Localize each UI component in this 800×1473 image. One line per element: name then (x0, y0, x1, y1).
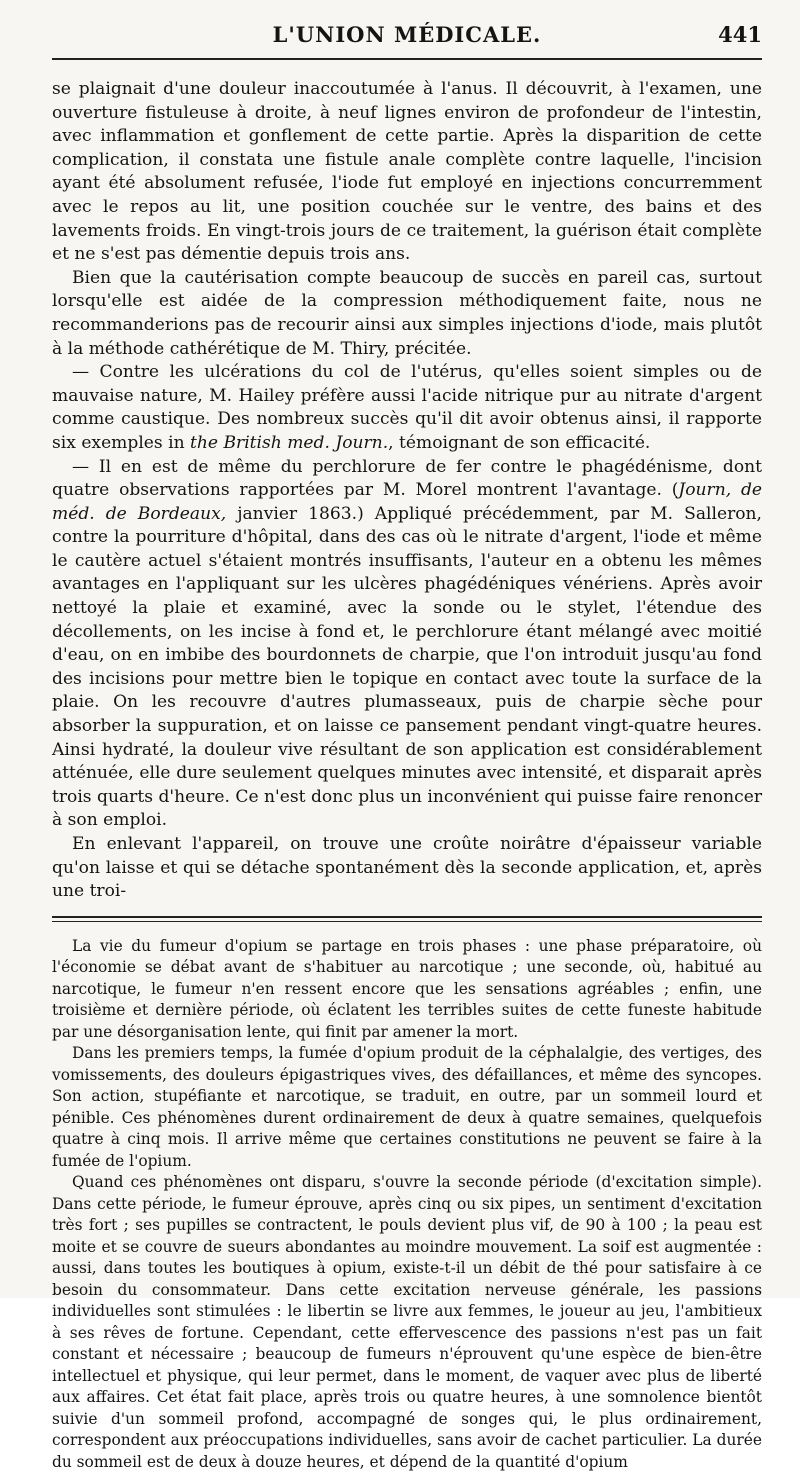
paragraph-2: Bien que la cautérisation compte beaucoup de succès en pareil cas, surtout lorsqu'elle est aidée de la compression méthodiquement faite, nous ne recommanderions pas de recourir ainsi aux simples injections d'iode, mais plutôt à la méthode cathérétique de M. Thiry, précitée. (52, 267, 762, 359)
paragraph-5: En enlevant l'appareil, on trouve une croûte noirâtre d'épaisseur variable qu'on laisse et qui se détache spontanément dès la seconde application, et, après une troi- (52, 834, 762, 902)
main-text (52, 78, 762, 904)
feuilleton-text (52, 936, 762, 1473)
paragraph-4: — Il en est de même du perchlorure de fer contre le phagédénisme, dont quatre observations rapportées par M. Morel montrent l'avantage. (Journ, de méd. de Bordeaux, janvier 1863.) Appliqué précédemment, par M. Salleron, contre la pourriture d'hôpital, dans des cas où le nitrate d'argent, l'iode et même le cautère actuel s'étaient montrés insuffisants, l'auteur en a obtenu les mêmes avantages en l'appliquant sur les ulcères phagédéniques vénériens. Après avoir nettoyé la plaie et examiné, avec la sonde ou le stylet, l'étendue des décollements, on les incise à fond et, le perchlorure étant mélangé avec moitié d'eau, on en imbibe des bourdonnets de charpie, que l'on introduit jusqu'au fond des incisions pour mettre bien le topique en contact avec toute la surface de la plaie. On les recouvre d'autres plumasseaux, puis de charpie sèche pour absorber la suppuration, et on laisse ce pansement pendant vingt-quatre heures. Ainsi hydraté, la douleur vive résultant de son application est considérablement atténuée, elle dure seulement quelques minutes avec intensité, et disparait après trois quarts d'heure. Ce n'est donc plus un inconvénient qui puisse faire renoncer à son emploi. (52, 456, 763, 831)
paragraph-1: se plaignait d'une douleur inaccoutumée à l'anus. Il découvrit, à l'examen, une ouverture fistuleuse à droite, à neuf lignes environ de profondeur de l'intestin, avec inflammation et gonflement de cette partie. Après la disparition de cette complication, il constata une fistule anale complète contre laquelle, l'incision ayant été absolument refusée, l'iode fut employé en injections concurremment avec le repos au lit, une position couchée sur le ventre, des bains et des lavements froids. En vingt-trois jours de ce traitement, la guérison était complète et ne s'est pas démentie depuis trois ans. (52, 79, 762, 265)
footnote-paragraph-3: Quand ces phénomènes ont disparu, s'ouvre la seconde période (d'excitation simple). Dans cette période, le fumeur éprouve, après cinq ou six pipes, un sentiment d'excitation très fort ; ses pupilles se contractent, le pouls devient plus vif, de 90 à 100 ; la peau est moite et se couvre de sueurs abondantes au moindre mouvement. La soif est augmentée : aussi, dans toutes les boutiques à opium, existe-t-il un débit de thé pour satisfaire à ce besoin du consommateur. Dans cette excitation nerveuse générale, les passions individuelles sont stimulées : le libertin se livre aux femmes, le joueur au jeu, l'ambitieux à ses rêves de fortune. Cependant, cette effervescence des passions n'est pas un fait constant et nécessaire ; beaucoup de fumeurs n'éprouvent qu'une espèce de bien-être intellectuel et physique, qui leur permet, dans le moment, de vaquer avec plus de liberté aux affaires. Cet état fait place, après trois ou quatre heures, à une somnolence bientôt suivie d'un sommeil profond, accompagné de songes qui, le plus ordinairement, correspondent aux préoccupations individuelles, sans avoir de cachet particulier. La durée du sommeil est de deux à douze heures, et dépend de la quantité d'opium (52, 1173, 762, 1471)
footnote-separator (52, 916, 762, 922)
page-number: 441 (718, 22, 762, 47)
footnote-paragraph-2: Dans les premiers temps, la fumée d'opium produit de la céphalalgie, des vertiges, des vomissements, des douleurs épigastriques vives, des défaillances, et même des syncopes. Son action, stupéfiante et narcotique, se traduit, en outre, par un sommeil lourd et pénible. Ces phénomènes durent ordinairement de deux à quatre semaines, quelquefois quatre à cinq mois. Il arrive même que certaines constitutions ne peuvent se faire à la fumée de l'opium. (52, 1044, 762, 1170)
paragraph-3: — Contre les ulcérations du col de l'utérus, qu'elles soient simples ou de mauvaise nature, M. Hailey préfère aussi l'acide nitrique pur au nitrate d'argent comme caustique. Des nombreux succès qu'il dit avoir obtenus ainsi, il rapporte six exemples in the British med. Journ., témoignant de son efficacité. (52, 362, 762, 453)
running-header (52, 14, 762, 60)
journal-title: L'UNION MÉDICALE. (272, 22, 542, 47)
footnote-paragraph-1: La vie du fumeur d'opium se partage en trois phases : une phase préparatoire, où l'économie se débat avant de s'habituer au narcotique ; une seconde, où, habitué au narcotique, le fumeur n'en ressent encore que les sensations agréables ; enfin, une troisième et dernière période, où éclatent les terribles suites de cette funeste habitude par une désorganisation lente, qui finit par amener la mort. (52, 936, 762, 1041)
journal-citation: Journ, de méd. de Bordeaux, (52, 480, 763, 524)
journal-citation: the British med. Journ. (190, 432, 389, 453)
